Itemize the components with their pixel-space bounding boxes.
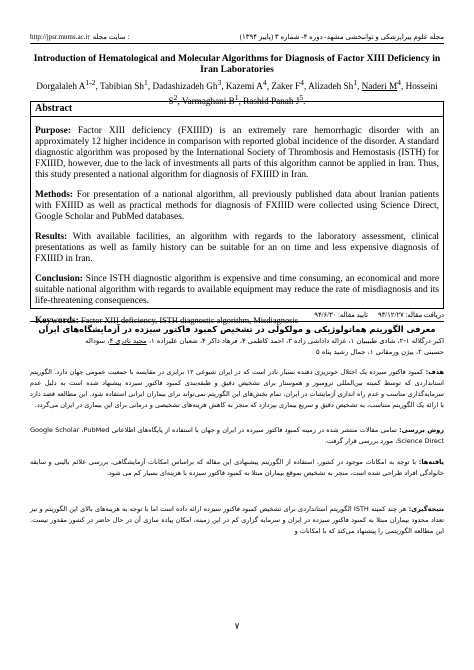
affiliation-mark: 4 bbox=[397, 78, 401, 87]
fa-purpose-text: کمبود فاکتور سیزده یک اختلال خونریزی دهنده بسیار نادر است که در ایران شیوعی ۱۲ برابری در مقایسه با جمعیت عمومی جهان دارد. الگوریتم استانداردی که توسط کمیته بین‌المللی ترومبوز و هموستاز برای تشخیص دقیق و طبقه‌بندی کمبود فاکتور سیزده پیشنهاد شده است به دلیل عدم سرمایه‌گذاری مناسب و عدم راه اندازی آزمایشات در ایران، تمام بخش‌های این الگوریتم نمی‌تواند برای بیماران ایرانی استفاده شود. این مطالعه قصد دارد با ارائه یک الگوریتم متناسب، به تشخیص دقیق و سریع بیماری بپردازد که منجر به کاهش هزینه‌های تشخیصی و درمانی برای این بیماری در ایران می‌گردد. bbox=[30, 368, 444, 409]
affiliation-mark: 2 bbox=[173, 93, 178, 103]
journal-info: مجله علوم پیراپزشکی و توانبخشی مشهد- دوره ۴- شماره ۳ (پاییز ۱۳۹۴) bbox=[239, 33, 444, 41]
corresponding-author-fa: مجید نادری ۴ bbox=[109, 337, 147, 345]
authors-fa-line2: حسینی ۲، بیژن ورمقانی ۱، جمال رشید پناه ۵ bbox=[316, 348, 444, 356]
paper-title-fa: معرفی الگوریتم هماتولوژیکی و مولکولی در تشخیص کمبود فاکتور سیزده در آزمایشگاه‌های ایران bbox=[38, 324, 436, 334]
purpose-label: Purpose: bbox=[35, 126, 71, 136]
fa-purpose bbox=[30, 367, 444, 411]
author-name: , Dadashizadeh Gh bbox=[147, 81, 218, 92]
authors-fa-line1: اکبر درگلاله ۱-۲، شادی طبیبیان ۱، غزاله داداشی زاده ۳، احمد کاظمی ۴، فرهاد ذاکر ۴، شعبان علیزاده ۱، bbox=[146, 337, 444, 345]
methods-label: Methods: bbox=[35, 190, 74, 200]
conclusion-text: Since ISTH diagnostic algorithm is expensive and time consuming, an economical and more suitable national algorithm with regards to available equipment may reduce the rate of misdiagnosis and its life-threatening consequences. bbox=[35, 274, 439, 306]
author-name: Dorgalaleh A bbox=[36, 81, 86, 92]
fa-results bbox=[30, 457, 444, 479]
purpose-text: Factor XIII deficiency (FXIIID) is an extremely rare hemorrhagic disorder with an approximately 12 higher incidence in comparison with reported global incidence of the disorder. A standard diagnostic algorithm was proposed by the International Society of Thrombosis and Hemostasis (ISTH) for FXIIID, however, due to the lack of investments all parts of this algorithm cannot be applied in Iran. Thus, this study presented a national algorithm for diagnosis of FXIIID in Iran. bbox=[35, 126, 439, 180]
abstract-purpose bbox=[35, 126, 439, 181]
fa-methods-label: روش بررسی: bbox=[399, 426, 444, 434]
keywords-text: Factor XIII deficiency, ISTH diagnostic algorithm, Misdiagnosis bbox=[78, 316, 299, 325]
affiliation-mark: 1 bbox=[144, 78, 148, 87]
fa-results-label: یافته‌ها: bbox=[418, 458, 444, 466]
author-name: , Tabibian Sh bbox=[95, 81, 145, 92]
affiliation-mark: 1 bbox=[353, 78, 358, 87]
author-name: , Zaker F bbox=[266, 81, 301, 92]
received-date: دریافت مقاله: ۹۳/۱۲/۲۷ bbox=[377, 312, 444, 319]
abstract-methods bbox=[35, 190, 439, 223]
corresponding-author: Naderi M bbox=[361, 81, 398, 92]
author-name: , Rashid Panah J bbox=[238, 96, 300, 107]
paper-title-en: Introduction of Hematological and Molecular Algorithms for Diagnosis of Factor XIII Deficiency in Iran Laboratories bbox=[33, 53, 441, 75]
fa-conclusion-label: نتیجه‌گیری: bbox=[408, 505, 444, 513]
fa-methods-text: تمامی مقالات منتشر شده در زمینه کمبود فاکتور سیزده در ایران و جهان با استفاده از پایگاه‌های اطلاعاتی Google Scholar ،PubMed ،Science Direct مورد بررسی قرار گرفت. bbox=[30, 426, 444, 445]
author-name: , Kazemi A bbox=[221, 81, 263, 92]
fa-purpose-label: هدف: bbox=[425, 368, 445, 376]
author-name: , Varmaghani B bbox=[177, 96, 235, 107]
site-info bbox=[30, 33, 129, 41]
author-list-fa bbox=[30, 336, 444, 358]
article-dates bbox=[30, 309, 444, 322]
author-name: , Hosseini S bbox=[168, 81, 438, 107]
conclusion-label: Conclusion: bbox=[35, 274, 83, 284]
fa-results-text: با توجه به امکانات موجود در کشور، استفاده از الگوریتم پیشنهادی این مقاله که براساس امکانات آزمایشگاهی، بررسی علائم بالینی و سابقه خانوادگی افراد طراحی شده است، منجر به تشخیص بموقع بیماران مبتلا به کمبود فاکتور سیزده با هزینه‌ای بسیار کم می شود. bbox=[30, 458, 444, 477]
author-list-end: . bbox=[303, 96, 306, 107]
affiliation-mark: 4 bbox=[300, 78, 304, 87]
keywords-label: Keywords: bbox=[35, 316, 79, 326]
methods-text: For presentation of a national algorithm, all previously published data about Iranian patients with FXIIID as well as practical methods for diagnosis of FXIIID were collected using Science Direct, Google Scholar and PubMed databases. bbox=[35, 190, 439, 222]
affiliation-mark: 1-2 bbox=[85, 78, 96, 87]
fa-methods bbox=[30, 425, 444, 447]
affiliation-mark: 4 bbox=[262, 78, 267, 87]
abstract-heading: Abstract bbox=[31, 102, 443, 117]
fa-conclusion bbox=[30, 504, 444, 537]
affiliation-mark: 5 bbox=[299, 93, 304, 103]
site-url[interactable]: http://jpsr.mums.ac.ir bbox=[30, 33, 90, 41]
accepted-date: تایید مقاله: ۹۴/۶/۳۰ bbox=[314, 312, 368, 319]
running-header bbox=[30, 30, 444, 44]
page-number: ۷ bbox=[234, 621, 240, 631]
author-separator: , bbox=[357, 81, 362, 92]
affiliation-mark: 1 bbox=[234, 93, 239, 103]
fa-conclusion-text: هر چند کمیته ISTH الگوریتم استانداردی برای تشخیص کمبود فاکتور سیزده ارائه داده است اما با توجه به هزینه‌های بالای این الگوریتم و نیز تعداد محدود بیماران مبتلا به کمبود فاکتور سیزده در ایران و سرمایه گزاری کم در این زمینه، امکان پیاده سازی آن در حال حاضر در کشور مقدور نیست. این مطالعه الگوریتمی را پیشنهاد می‌کند که با امکانات و bbox=[30, 505, 444, 535]
site-label: سایت مجله : bbox=[92, 33, 130, 41]
results-text: With available facilities, an algorithm with regards to the laboratory assessment, clinical presentations as well as family history can be suitable for an on time and less expensive diagnosis of FXIIID in Iran. bbox=[35, 232, 439, 264]
author-name: , Alizadeh Sh bbox=[304, 81, 354, 92]
affiliation-mark: 3 bbox=[217, 78, 222, 87]
authors-fa-line1-end: ، سوداله bbox=[85, 337, 110, 345]
results-label: Results: bbox=[35, 232, 68, 242]
abstract-results bbox=[35, 232, 439, 265]
abstract-conclusion bbox=[35, 274, 439, 307]
